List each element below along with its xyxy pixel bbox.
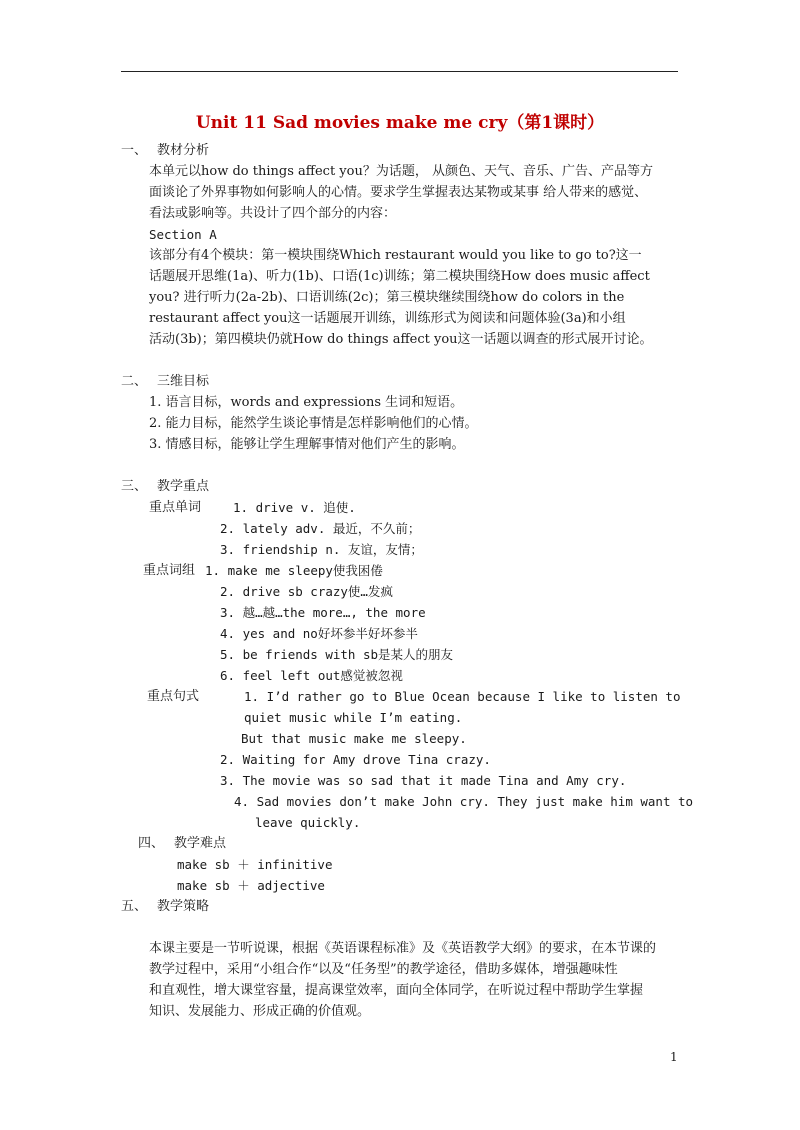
key-word-item: 1. drive v. 追使. — [233, 500, 356, 515]
section-1-heading: 教材分析 — [157, 143, 210, 158]
key-sentence-line: 3. The movie was so sad that it made Tina and Amy cry. — [220, 773, 627, 788]
key-phrase-item: 6. feel left out感觉被忽视 — [220, 668, 403, 683]
page-number: 1 — [670, 1050, 678, 1064]
s5-paragraph-line: 本课主要是一节听说课，根据《英语课程标准》及《英语教学大纲》的要求，在本节课的 — [149, 941, 657, 956]
difficulty-item: make sb ＋ adjective — [177, 878, 325, 893]
s1-paragraph-line: 本单元以how do things affect you？为话题， 从颜色、天气、音乐、广告、产品等方 — [149, 164, 653, 179]
objective-item: 1. 语言目标，words and expressions 生词和短语。 — [149, 395, 464, 410]
section-4-number: 四、 — [138, 836, 165, 851]
s1-paragraph-line: restaurant affect you这一话题展开训练，训练形式为阅读和问题体验(3a)和小组 — [149, 311, 626, 326]
section-4-heading: 教学难点 — [174, 836, 227, 851]
objective-item: 3. 情感目标，能够让学生理解事情对他们产生的影响。 — [149, 437, 465, 452]
section-1-number: 一、 — [121, 143, 148, 158]
s5-paragraph-line: 知识、发展能力、形成正确的价值观。 — [149, 1004, 371, 1019]
s1-paragraph-line: 看法或影响等。共设计了四个部分的内容： — [149, 206, 397, 221]
s5-paragraph-line: 教学过程中，采用“小组合作“以及“任务型”的教学途径，借助多媒体，增强趣味性 — [149, 962, 618, 977]
s1-paragraph-line: you? 进行听力(2a-2b)、口语训练(2c)；第三模块继续围绕how do colors in the — [149, 290, 625, 305]
key-words-label: 重点单词 — [149, 500, 202, 515]
s1-paragraph-line: 话题展开思维(1a)、听力(1b)、口语(1c)训练；第二模块围绕How does music affect — [149, 269, 650, 284]
key-sentence-line: 1. I’d rather go to Blue Ocean because I like to listen to — [244, 689, 681, 704]
section-5-number: 五、 — [121, 899, 148, 914]
key-sentence-line: leave quickly. — [255, 815, 361, 830]
key-word-item: 3. friendship n. 友谊，友情； — [220, 542, 423, 557]
key-word-item: 2. lately adv. 最近，不久前； — [220, 521, 421, 536]
s1-paragraph-line: 活动(3b)；第四模块仍就How do things affect you这一话题以调查的形式展开讨论。 — [149, 332, 653, 347]
key-phrase-item: 5. be friends with sb是某人的朋友 — [220, 647, 454, 662]
s1-paragraph-line: 该部分有4个模块：第一模块围绕Which restaurant would you like to go to?这一 — [149, 248, 642, 263]
s5-paragraph-line: 和直观性，增大课堂容量，提高课堂效率，面向全体同学，在听说过程中帮助学生掌握 — [149, 983, 644, 998]
key-sentences-label: 重点句式 — [147, 689, 200, 704]
section-2-heading: 三维目标 — [157, 374, 210, 389]
section-3-number: 三、 — [121, 479, 148, 494]
key-phrase-item: 3. 越…越…the more…, the more — [220, 605, 426, 620]
key-phrase-item: 4. yes and no好坏参半好坏参半 — [220, 626, 418, 641]
objective-item: 2. 能力目标，能然学生谈论事情是怎样影响他们的心情。 — [149, 416, 478, 431]
key-sentence-line: 4. Sad movies don’t make John cry. They just make him want to — [234, 794, 694, 809]
section-5-heading: 教学策略 — [157, 899, 210, 914]
s1-paragraph-line: 面谈论了外界事物如何影响人的心情。要求学生掌握表达某物或某事 给人带来的感觉、 — [149, 185, 648, 200]
section-2-number: 二、 — [121, 374, 148, 389]
key-sentence-line: quiet music while I’m eating. — [244, 710, 463, 725]
section-a-label: Section A — [149, 227, 217, 242]
key-sentence-line: 2. Waiting for Amy drove Tina crazy. — [220, 752, 491, 767]
page-title: Unit 11 Sad movies make me cry（第1课时） — [195, 113, 605, 133]
key-phrases-label: 重点词组 — [143, 563, 196, 578]
header-rule — [121, 71, 678, 72]
key-sentence-line: But that music make me sleepy. — [241, 731, 467, 746]
difficulty-item: make sb ＋ infinitive — [177, 857, 333, 872]
key-phrase-item: 2. drive sb crazy使…发疯 — [220, 584, 393, 599]
section-3-heading: 教学重点 — [157, 479, 210, 494]
key-phrase-item: 1. make me sleepy使我困倦 — [205, 563, 383, 578]
